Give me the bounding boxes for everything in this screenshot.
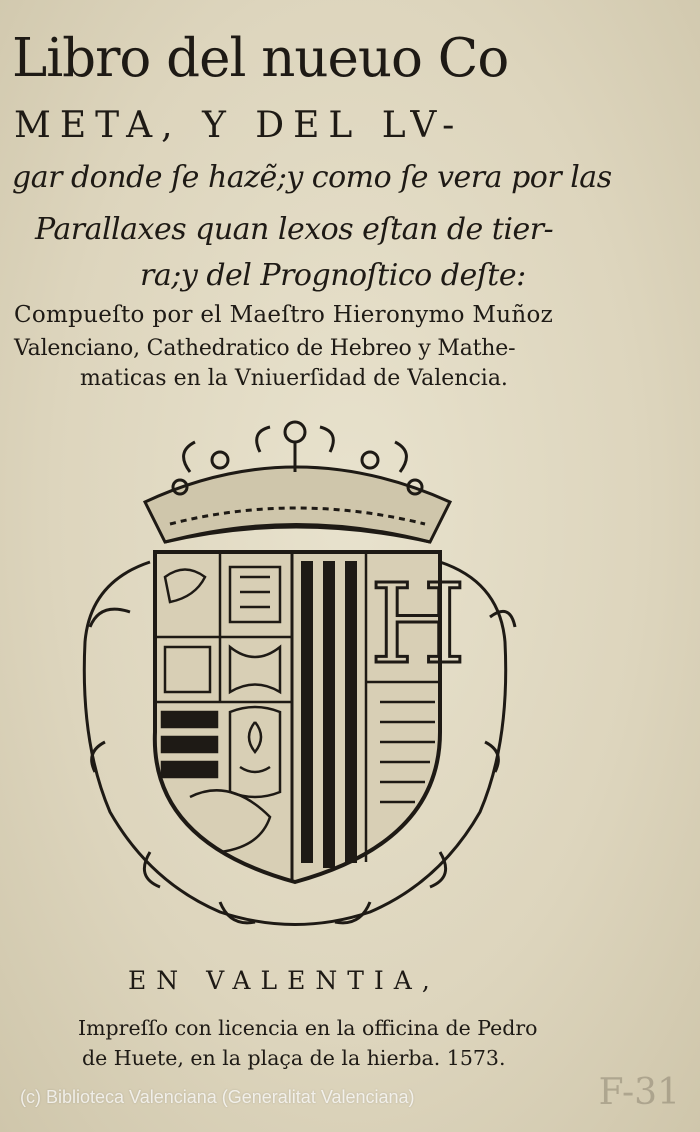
author-line-1: Compueſto por el Maeſtro Hieronymo Muñoz	[14, 302, 554, 328]
imprint-line-1: Impreſſo con licencia en la officina de Pedro	[78, 1016, 538, 1040]
title-line-3: gar donde ſe hazẽ;y como ſe vera por las	[12, 160, 612, 195]
title-line-2: META, Y DEL LV-	[14, 105, 464, 146]
coat-of-arms-woodcut	[70, 412, 520, 932]
author-line-2: Valenciano, Cathedratico de Hebreo y Mathe-	[14, 336, 516, 361]
imprint-line-2: de Huete, en la plaça de la hierba. 1573.	[82, 1046, 506, 1070]
place-of-printing: EN VALENTIA,	[128, 966, 440, 995]
title-line-5: ra;y del Prognoſtico deſte:	[140, 258, 526, 293]
author-line-3: maticas en la Vniuerſidad de Valencia.	[80, 366, 508, 391]
copyright-watermark: (c) Biblioteca Valenciana (Generalitat Valenciana)	[20, 1087, 415, 1107]
show-through-text	[560, 330, 680, 980]
shelfmark: F-31	[598, 1072, 680, 1113]
crown-icon	[145, 422, 450, 542]
crest-letter: H	[370, 560, 466, 688]
title-line-4: Parallaxes quan lexos eſtan de tier-	[35, 212, 554, 247]
title-line-1: Libro del nueuo Co	[12, 28, 509, 89]
